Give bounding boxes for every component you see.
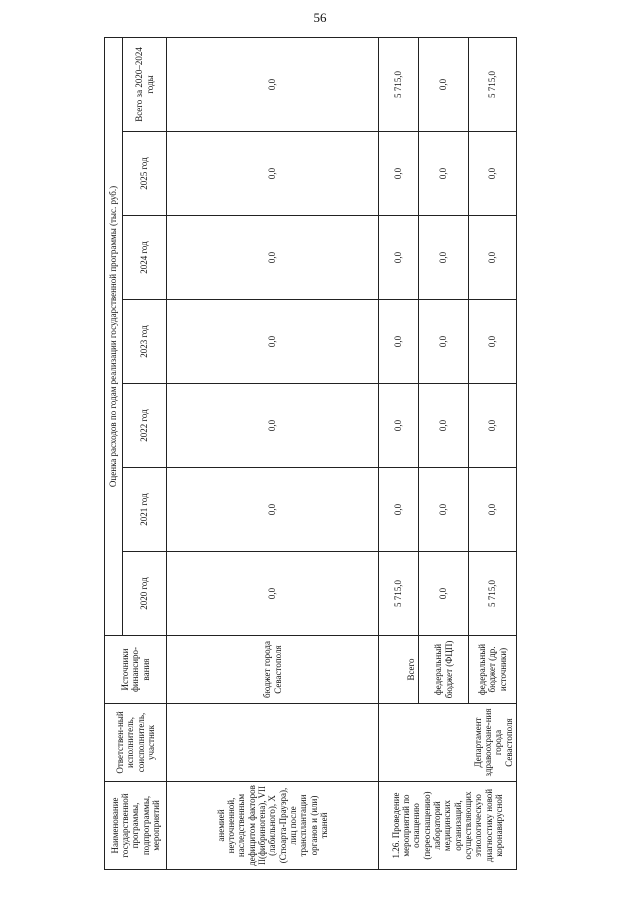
row2-value: 5 715,0	[379, 37, 419, 131]
row2-value: 5 715,0	[469, 552, 517, 636]
row2-value: 0,0	[379, 384, 419, 468]
row2-value: 0,0	[419, 552, 469, 636]
row1-value: 0,0	[167, 468, 379, 552]
row1-value: 0,0	[167, 37, 379, 131]
header-name: Наименование государственной программы, подпрограммы, мероприятий	[105, 782, 167, 870]
header-executor: Ответствен-ный исполнитель, соисполнитель, участник	[105, 704, 167, 782]
row2-value: 0,0	[419, 132, 469, 216]
row2-value: 0,0	[379, 216, 419, 300]
row2-value: 0,0	[419, 300, 469, 384]
row2-value: 0,0	[379, 300, 419, 384]
row2-value: 0,0	[419, 216, 469, 300]
row2-value: 0,0	[469, 468, 517, 552]
rotated-table-container	[104, 38, 516, 870]
header-year-2025: 2025 год	[123, 132, 167, 216]
row1-value: 0,0	[167, 132, 379, 216]
row2-value: 5 715,0	[379, 552, 419, 636]
header-estimate-group: Оценка расходов по годам реализации государственной программы (тыс. руб.)	[105, 37, 123, 635]
row1-source: бюджет города Севастополя	[167, 636, 379, 704]
row2-value: 5 715,0	[469, 37, 517, 131]
row2-value: 0,0	[419, 384, 469, 468]
table-row	[379, 37, 419, 869]
page-number: 56	[313, 10, 327, 25]
header-year-2020: 2020 год	[123, 552, 167, 636]
row2-value: 0,0	[469, 132, 517, 216]
row1-value: 0,0	[167, 384, 379, 468]
row2-value: 0,0	[469, 384, 517, 468]
row1-value: 0,0	[167, 300, 379, 384]
row2-name: 1.26. Проведение мероприятий по оснащению (переоснащению) лабораторий медицинских организаций, осуществляющих этиологическую диагностику новой коронавирусной	[379, 782, 517, 870]
row1-name: анемией неуточненной, наследственным дефицитом факторов II(фибриногена), VII (лабильного), X (Стюарта-Прауэра), лиц после трансплантации органов и (или) тканей	[167, 782, 379, 870]
row2-value: 0,0	[419, 468, 469, 552]
row2-value: 0,0	[469, 300, 517, 384]
row2-value: 0,0	[469, 216, 517, 300]
row2-source: Всего	[379, 636, 419, 704]
row2-value: 0,0	[379, 468, 419, 552]
header-year-2023: 2023 год	[123, 300, 167, 384]
table-row	[167, 37, 379, 869]
row2-value: 0,0	[379, 132, 419, 216]
row1-value: 0,0	[167, 552, 379, 636]
header-source: Источники финансиро-вания	[105, 636, 167, 704]
header-total: Всего за 2020–2024 годы	[123, 37, 167, 131]
header-year-2022: 2022 год	[123, 384, 167, 468]
header-year-2024: 2024 год	[123, 216, 167, 300]
budget-table	[104, 37, 517, 870]
row1-executor	[167, 704, 379, 782]
row1-value: 0,0	[167, 216, 379, 300]
row2-source: федеральный бюджет (др. источники)	[469, 636, 517, 704]
row2-value: 0,0	[419, 37, 469, 131]
header-year-2021: 2021 год	[123, 468, 167, 552]
row2-source: федеральный бюджет (ФЦП)	[419, 636, 469, 704]
row2-executor: Департамент здравоохране-ния города Севастополя	[379, 704, 517, 782]
